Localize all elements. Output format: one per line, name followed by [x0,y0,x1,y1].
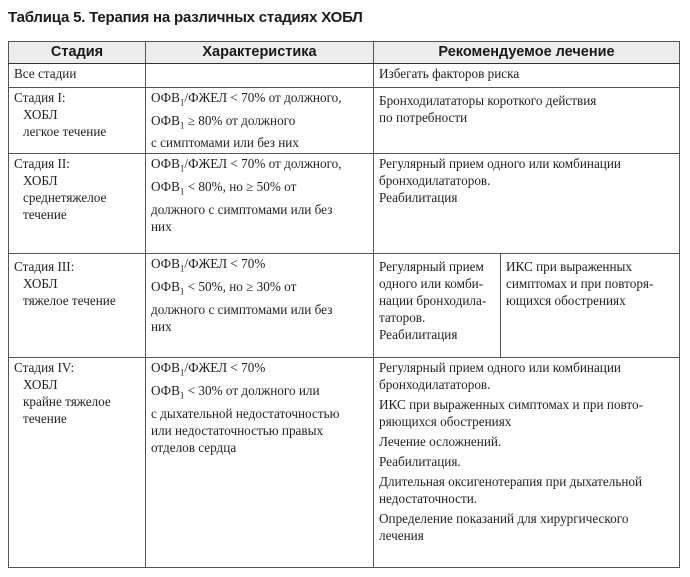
cell-char-all [146,64,374,88]
characteristic-line: $ОФВ_1 < 80\%$, но ≥ 50% от [151,178,297,197]
cell-char-2 [146,154,374,254]
cell-treatment-2: Регулярный прием одного или комбинации бронходилататоров. Реабилитация [374,154,680,254]
table-row [9,154,680,254]
characteristic-line: должного с симптомами или без [151,201,333,217]
characteristic-line: $ОФВ_1$/ФЖЕЛ < 70% от должного, [151,156,342,174]
table-row [9,64,680,88]
characteristic-line: $ОФВ_1 < 30\%$ от должного или [151,382,320,401]
cell-stage-2: Стадия II: ХОБЛ среднетяжелое течение [9,154,146,254]
characteristic-line: отделов сердца [151,439,237,455]
characteristic-line: $ОФВ_1 < 50\%$, но ≥ 30% от [151,278,297,297]
cell-treatment-3-right: ИКС при выраженных симптомах и при повторя- ющихся обострениях [501,254,680,358]
characteristic-line: $ОФВ_1$/ФЖЕЛ < 70% от должного, [151,90,342,108]
characteristic-line: них [151,218,172,234]
cell-char-4 [146,358,374,568]
characteristic-line: с симптомами или без них [151,135,299,151]
cell-treatment-4: Регулярный прием одного или комбинации бронходилататоров. ИКС при выраженных симптомах и при повто- ряющихся обострениях Лечение осложнений. Реабилитация. Длительная оксигенотерапия при дыхательной недостаточности. Определение показаний для хирургического лечения [374,358,680,568]
header-row [9,42,680,64]
cell-treatment-all: Избегать факторов риска [374,64,680,88]
header-stage: Стадия [9,42,146,64]
cell-stage-4: Стадия IV: ХОБЛ крайне тяжелое течение [9,358,146,568]
cell-char-1 [146,88,374,154]
table-row [9,358,680,568]
characteristic-line: или недостаточностью правых [151,422,324,438]
copd-therapy-table [8,41,680,568]
cell-stage-3: Стадия III: ХОБЛ тяжелое течение [9,254,146,358]
header-characteristic: Характеристика [146,42,374,64]
table-caption: Таблица 5. Терапия на различных стадиях ХОБЛ [8,9,363,26]
header-treatment: Рекомендуемое лечение [374,42,680,64]
cell-treatment-1: Бронходилататоры короткого действия по потребности [374,88,680,154]
characteristic-line: $ОФВ_1$/ФЖЕЛ < 70% [151,360,266,378]
characteristic-line: с дыхательной недостаточностью [151,405,340,421]
characteristic-line: $ОФВ_1$/ФЖЕЛ < 70% [151,256,266,274]
characteristic-line: должного с симптомами или без [151,301,333,317]
cell-char-3 [146,254,374,358]
characteristic-line: $ОФВ_1 \ge 80\%$ от должного [151,112,296,131]
characteristic-line: них [151,318,172,334]
cell-stage-1: Стадия I: ХОБЛ легкое течение [9,88,146,154]
cell-treatment-3-left: Регулярный прием одного или комби- нации бронходила- таторов. Реабилитация [374,254,501,358]
table-row [9,88,680,154]
cell-stage-all: Все стадии [9,64,146,88]
table-row [9,254,680,358]
